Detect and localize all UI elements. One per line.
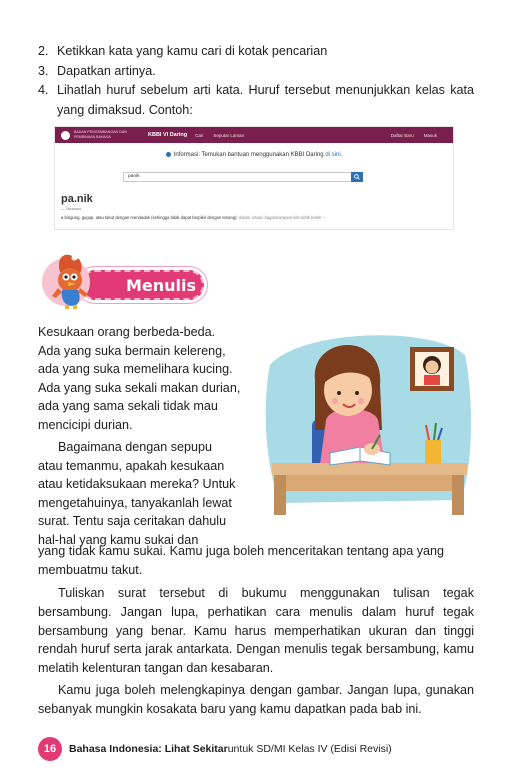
step-number: 3. <box>38 63 49 78</box>
step-3 <box>38 62 474 82</box>
kbbi-info-text: Informasi: Temukan bantuan menggunakan KBBI Daring <box>173 152 324 159</box>
search-icon <box>354 174 360 180</box>
page-number: 16 <box>38 737 62 761</box>
step-number: 4. <box>38 83 49 97</box>
text-line: Ada yang suka sekali makan durian, <box>38 380 241 395</box>
kbbi-definition-text: a bingung, gugup, atau takut dengan mendadak (sehingga tidak dapat berpikir dengan tenang): <box>61 215 238 220</box>
kbbi-entry-word: pa.nik <box>61 193 93 205</box>
paragraph-2-continued <box>38 542 474 579</box>
paragraph-4: Kamu juga boleh melengkapinya dengan gambar. Jangan lupa, gunakan sebanyak mungkin kosakata baru yang kamu dapatkan pada bab ini. <box>38 683 474 716</box>
section-heading-menulis <box>38 250 197 310</box>
text-line: Kesukaan orang berbeda-beda. <box>38 325 216 339</box>
kbbi-info-link[interactable]: di sini. <box>325 152 343 159</box>
step-text: Ketikkan kata yang kamu cari di kotak pencarian <box>57 44 328 58</box>
kbbi-nav-daftar[interactable]: Daftar Baru <box>390 132 414 138</box>
step-text: Lihatlah huruf sebelum arti kata. Huruf tersebut menunjukkan kelas kata yang dimaksud. Contoh: <box>57 83 474 117</box>
text-line: atau temanmu, apakah kesukaan <box>38 458 225 473</box>
instruction-steps <box>38 42 474 120</box>
text-line: hal-hal yang kamu sukai dan <box>38 532 199 547</box>
book-title: Bahasa Indonesia: Lihat Sekitar <box>69 743 228 755</box>
text-line: membuatmu takut. <box>38 562 143 577</box>
girl-writing-illustration <box>260 325 475 525</box>
paragraph-2 <box>38 438 263 549</box>
step-2 <box>38 42 474 62</box>
text-line: surat. Tentu saja ceritakan dahulu <box>38 514 227 528</box>
kbbi-org-name: BADAN PENGEMBANGAN DAN PEMBINAAN BAHASA <box>74 130 127 139</box>
bird-mascot-icon <box>42 250 98 310</box>
text-line: Bagaimana dengan sepupu <box>58 440 213 454</box>
kbbi-nav-seputar[interactable]: Seputar Laman <box>213 132 245 138</box>
page-footer <box>38 738 392 760</box>
text-line: mencicipi durian. <box>38 417 133 432</box>
heading-pill <box>80 270 204 300</box>
kbbi-entry-sub[interactable]: — Tesaurus <box>61 207 82 211</box>
kbbi-info-bar <box>55 152 453 158</box>
kbbi-nav-cari[interactable]: Cari <box>195 132 204 138</box>
step-text: Dapatkan artinya. <box>57 63 156 78</box>
step-4 <box>38 81 474 120</box>
info-icon <box>166 152 171 157</box>
kbbi-logo-icon <box>61 131 70 140</box>
intro-paragraph <box>38 323 253 434</box>
kbbi-example-text: dalam situasi bagaimanapun kita tidak boleh — <box>238 215 327 220</box>
kbbi-search-input[interactable]: panik <box>123 172 363 182</box>
book-subtitle: untuk SD/MI Kelas IV (Edisi Revisi) <box>227 743 392 755</box>
text-line: Ada yang suka bermain kelereng, <box>38 343 226 358</box>
kbbi-title: KBBI VI Daring <box>148 132 188 138</box>
kbbi-search-button[interactable] <box>351 172 363 182</box>
text-line: mengetahuinya, tanyakanlah lewat <box>38 495 232 510</box>
text-line: ada yang suka memelihara kucing. <box>38 362 233 376</box>
kbbi-definition <box>61 215 327 220</box>
paragraph-3: Tuliskan surat tersebut di bukumu menggunakan tulisan tegak bersambung. Jangan lupa, perhatikan cara menulis dalam huruf tegak bersambung yang benar. Kamu harus memperhatikan ukuran dan tinggi rendah huruf serta jarak antarkata. Dengan menulis tegak bersambung, kamu melatih kelenturan tangan dan kesabaran. <box>38 586 474 676</box>
kbbi-navbar <box>55 127 453 143</box>
kbbi-screenshot <box>54 126 454 230</box>
text-line: atau ketidaksukaan mereka? Untuk <box>38 477 236 491</box>
text-line: ada yang sama sekali tidak mau <box>38 399 218 413</box>
kbbi-nav-masuk[interactable]: Masuk <box>423 132 437 138</box>
step-number: 2. <box>38 44 49 58</box>
heading-label: Menulis <box>126 275 197 295</box>
text-line: yang tidak kamu sukai. Kamu juga boleh menceritakan tentang apa yang <box>38 544 445 558</box>
